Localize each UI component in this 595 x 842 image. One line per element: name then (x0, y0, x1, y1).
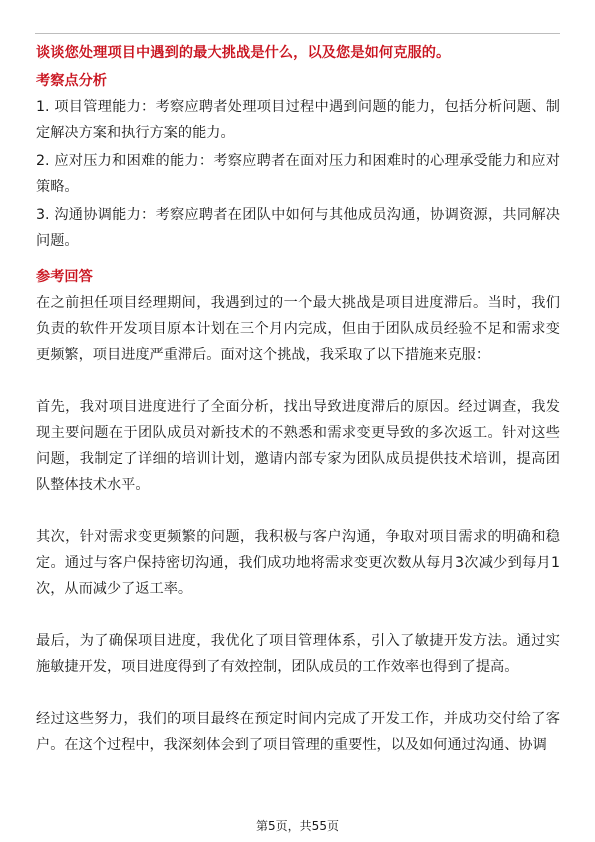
answer-paragraph: 首先，我对项目进度进行了全面分析，找出导致进度滞后的原因。经过调查，我发现主要问题在于团队成员对新技术的不熟悉和需求变更导致的多次返工。针对这些问题，我制定了详细的培训计划，邀请内部专家为团队成员提供技术培训，提高团队整体技术水平。 (36, 399, 560, 493)
answer-paragraph: 经过这些努力，我们的项目最终在预定时间内完成了开发工作，并成功交付给了客户。在这个过程中，我深刻体会到了项目管理的重要性，以及如何通过沟通、协调 (36, 711, 560, 753)
question-title: 谈谈您处理项目中遇到的最大挑战是什么，以及您是如何克服的。 (36, 45, 451, 61)
document-body (36, 42, 560, 784)
answer-paragraph: 最后，为了确保项目进度，我优化了项目管理体系，引入了敏捷开发方法。通过实施敏捷开发，项目进度得到了有效控制，团队成员的工作效率也得到了提高。 (36, 633, 560, 675)
answer-heading: 参考回答 (36, 269, 93, 285)
page-number: 第5页，共55页 (256, 819, 339, 833)
analysis-point: 1. 项目管理能力：考察应聘者处理项目过程中遇到问题的能力，包括分析问题、制定解决方案和执行方案的能力。 (36, 99, 560, 141)
answer-paragraph: 其次，针对需求变更频繁的问题，我积极与客户沟通，争取对项目需求的明确和稳定。通过与客户保持密切沟通，我们成功地将需求变更次数从每月3次减少到每月1次，从而减少了返工率。 (36, 529, 560, 597)
answer-paragraph: 在之前担任项目经理期间，我遇到过的一个最大挑战是项目进度滞后。当时，我们负责的软件开发项目原本计划在三个月内完成，但由于团队成员经验不足和需求变更频繁，项目进度严重滞后。面对这个挑战，我采取了以下措施来克服： (36, 295, 560, 363)
analysis-point: 3. 沟通协调能力：考察应聘者在团队中如何与其他成员沟通，协调资源，共同解决问题。 (36, 207, 560, 249)
analysis-section (36, 70, 560, 254)
header-rule (35, 33, 560, 34)
answer-section (36, 266, 560, 758)
analysis-point: 2. 应对压力和困难的能力：考察应聘者在面对压力和困难时的心理承受能力和应对策略。 (36, 153, 560, 195)
analysis-heading: 考察点分析 (36, 73, 107, 89)
